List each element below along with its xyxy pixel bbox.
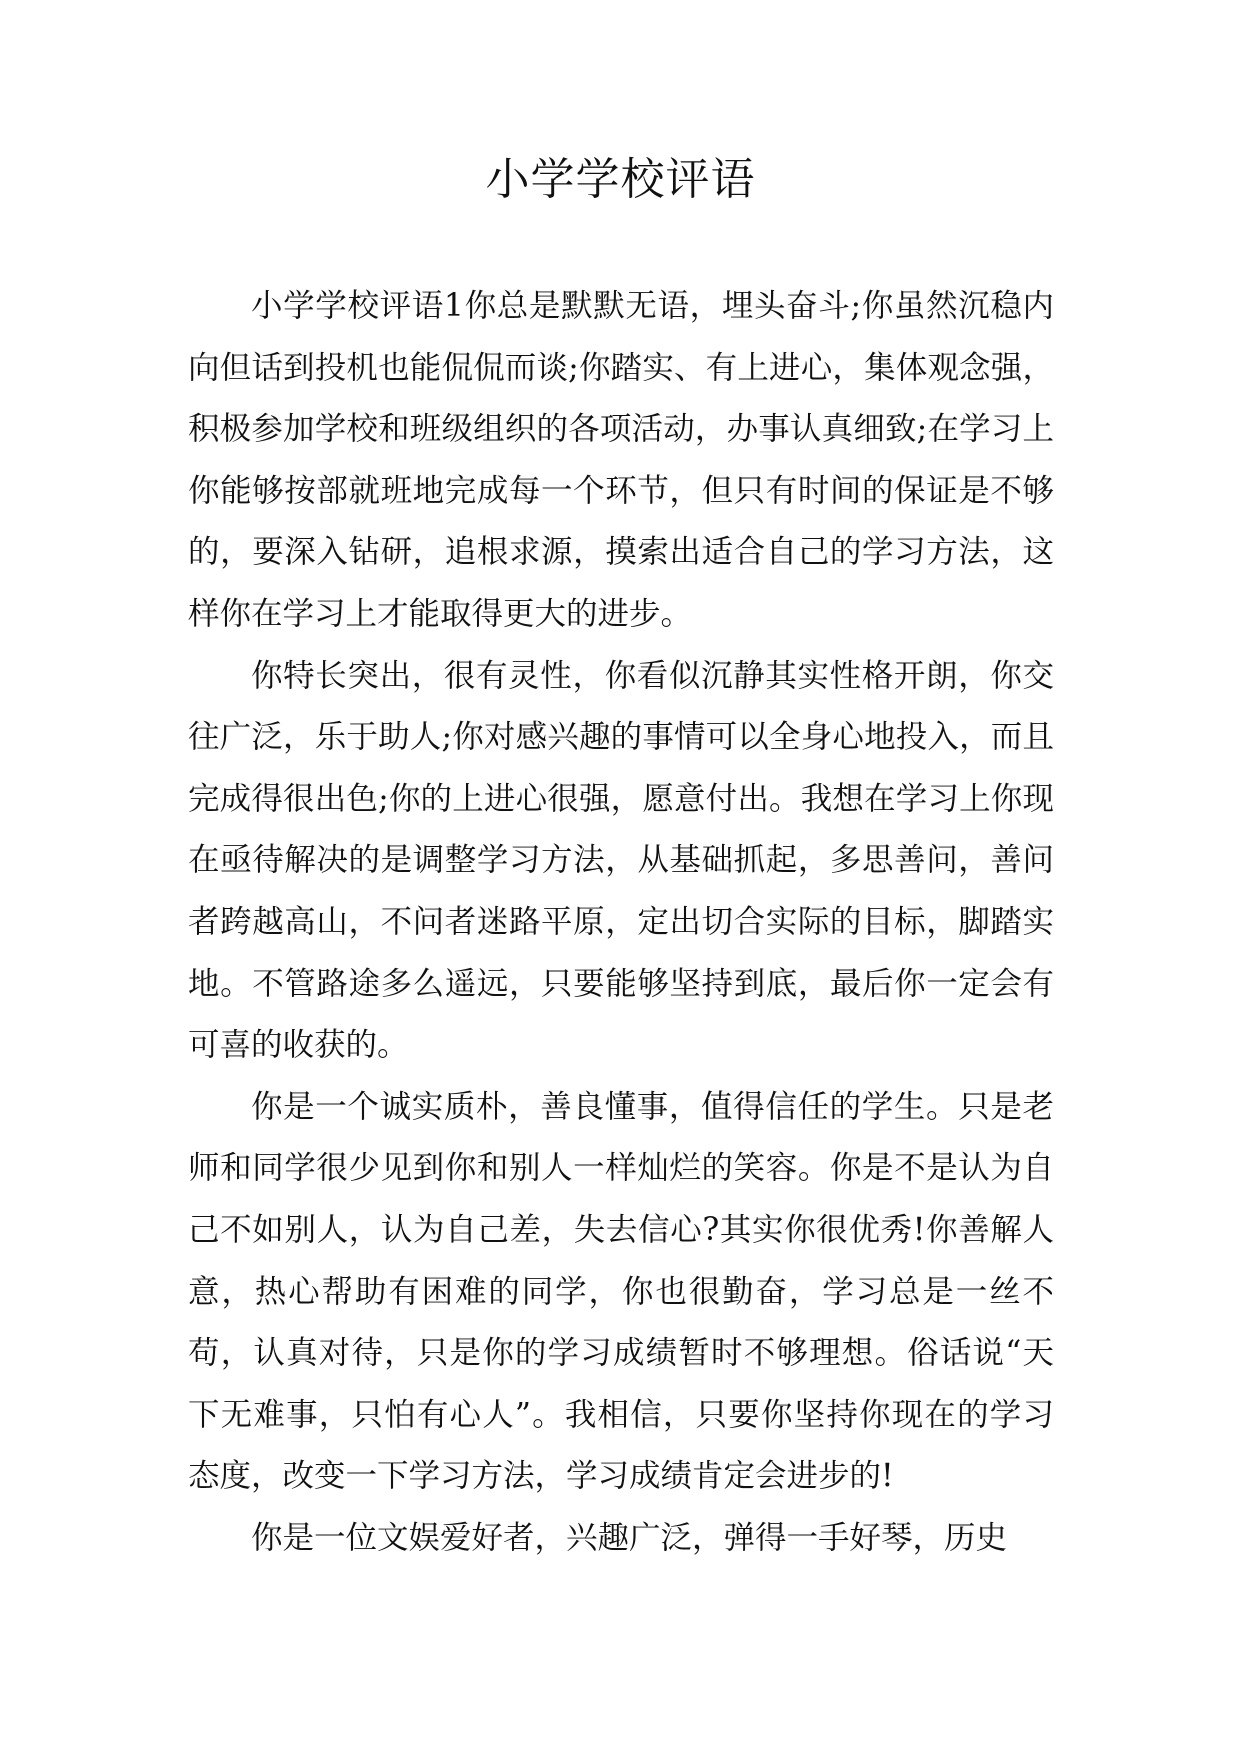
page-title: 小学学校评语 bbox=[485, 154, 756, 205]
paragraph-4: 你是一位文娱爱好者，兴趣广泛，弹得一手好琴，历史 bbox=[251, 1519, 1008, 1556]
paragraph-2: 你特长突出，很有灵性，你看似沉静其实性格开朗，你交往广泛，乐于助人;你对感兴趣的事情可以全身心地投入，而且完成得很出色;你的上进心很强，愿意付出。我想在学习上你现在亟待解决的是调整学习方法，从基础抓起，多思善问，善问者跨越高山，不问者迷路平原，定出切合实际的目标，脚踏实地。不管路途多么遥远，只要能够坚持到底，最后你一定会有可喜的收获的。 bbox=[188, 657, 1054, 1064]
document-body bbox=[188, 276, 1054, 1569]
paragraph-1: 小学学校评语1你总是默默无语，埋头奋斗;你虽然沉稳内向但话到投机也能侃侃而谈;你踏实、有上进心，集体观念强，积极参加学校和班级组织的各项活动，办事认真细致;在学习上你能够按部就班地完成每一个环节，但只有时间的保证是不够的，要深入钻研，追根求源，摸索出适合自己的学习方法，这样你在学习上才能取得更大的进步。 bbox=[188, 288, 1054, 632]
paragraph-3: 你是一个诚实质朴，善良懂事，值得信任的学生。只是老师和同学很少见到你和别人一样灿烂的笑容。你是不是认为自己不如别人，认为自己差，失去信心?其实你很优秀!你善解人意，热心帮助有困难的同学，你也很勤奋，学习总是一丝不苟，认真对待，只是你的学习成绩暂时不够理想。俗话说“天下无难事，只怕有心人”。我相信，只要你坚持你现在的学习态度，改变一下学习方法，学习成绩肯定会进步的! bbox=[188, 1088, 1054, 1495]
